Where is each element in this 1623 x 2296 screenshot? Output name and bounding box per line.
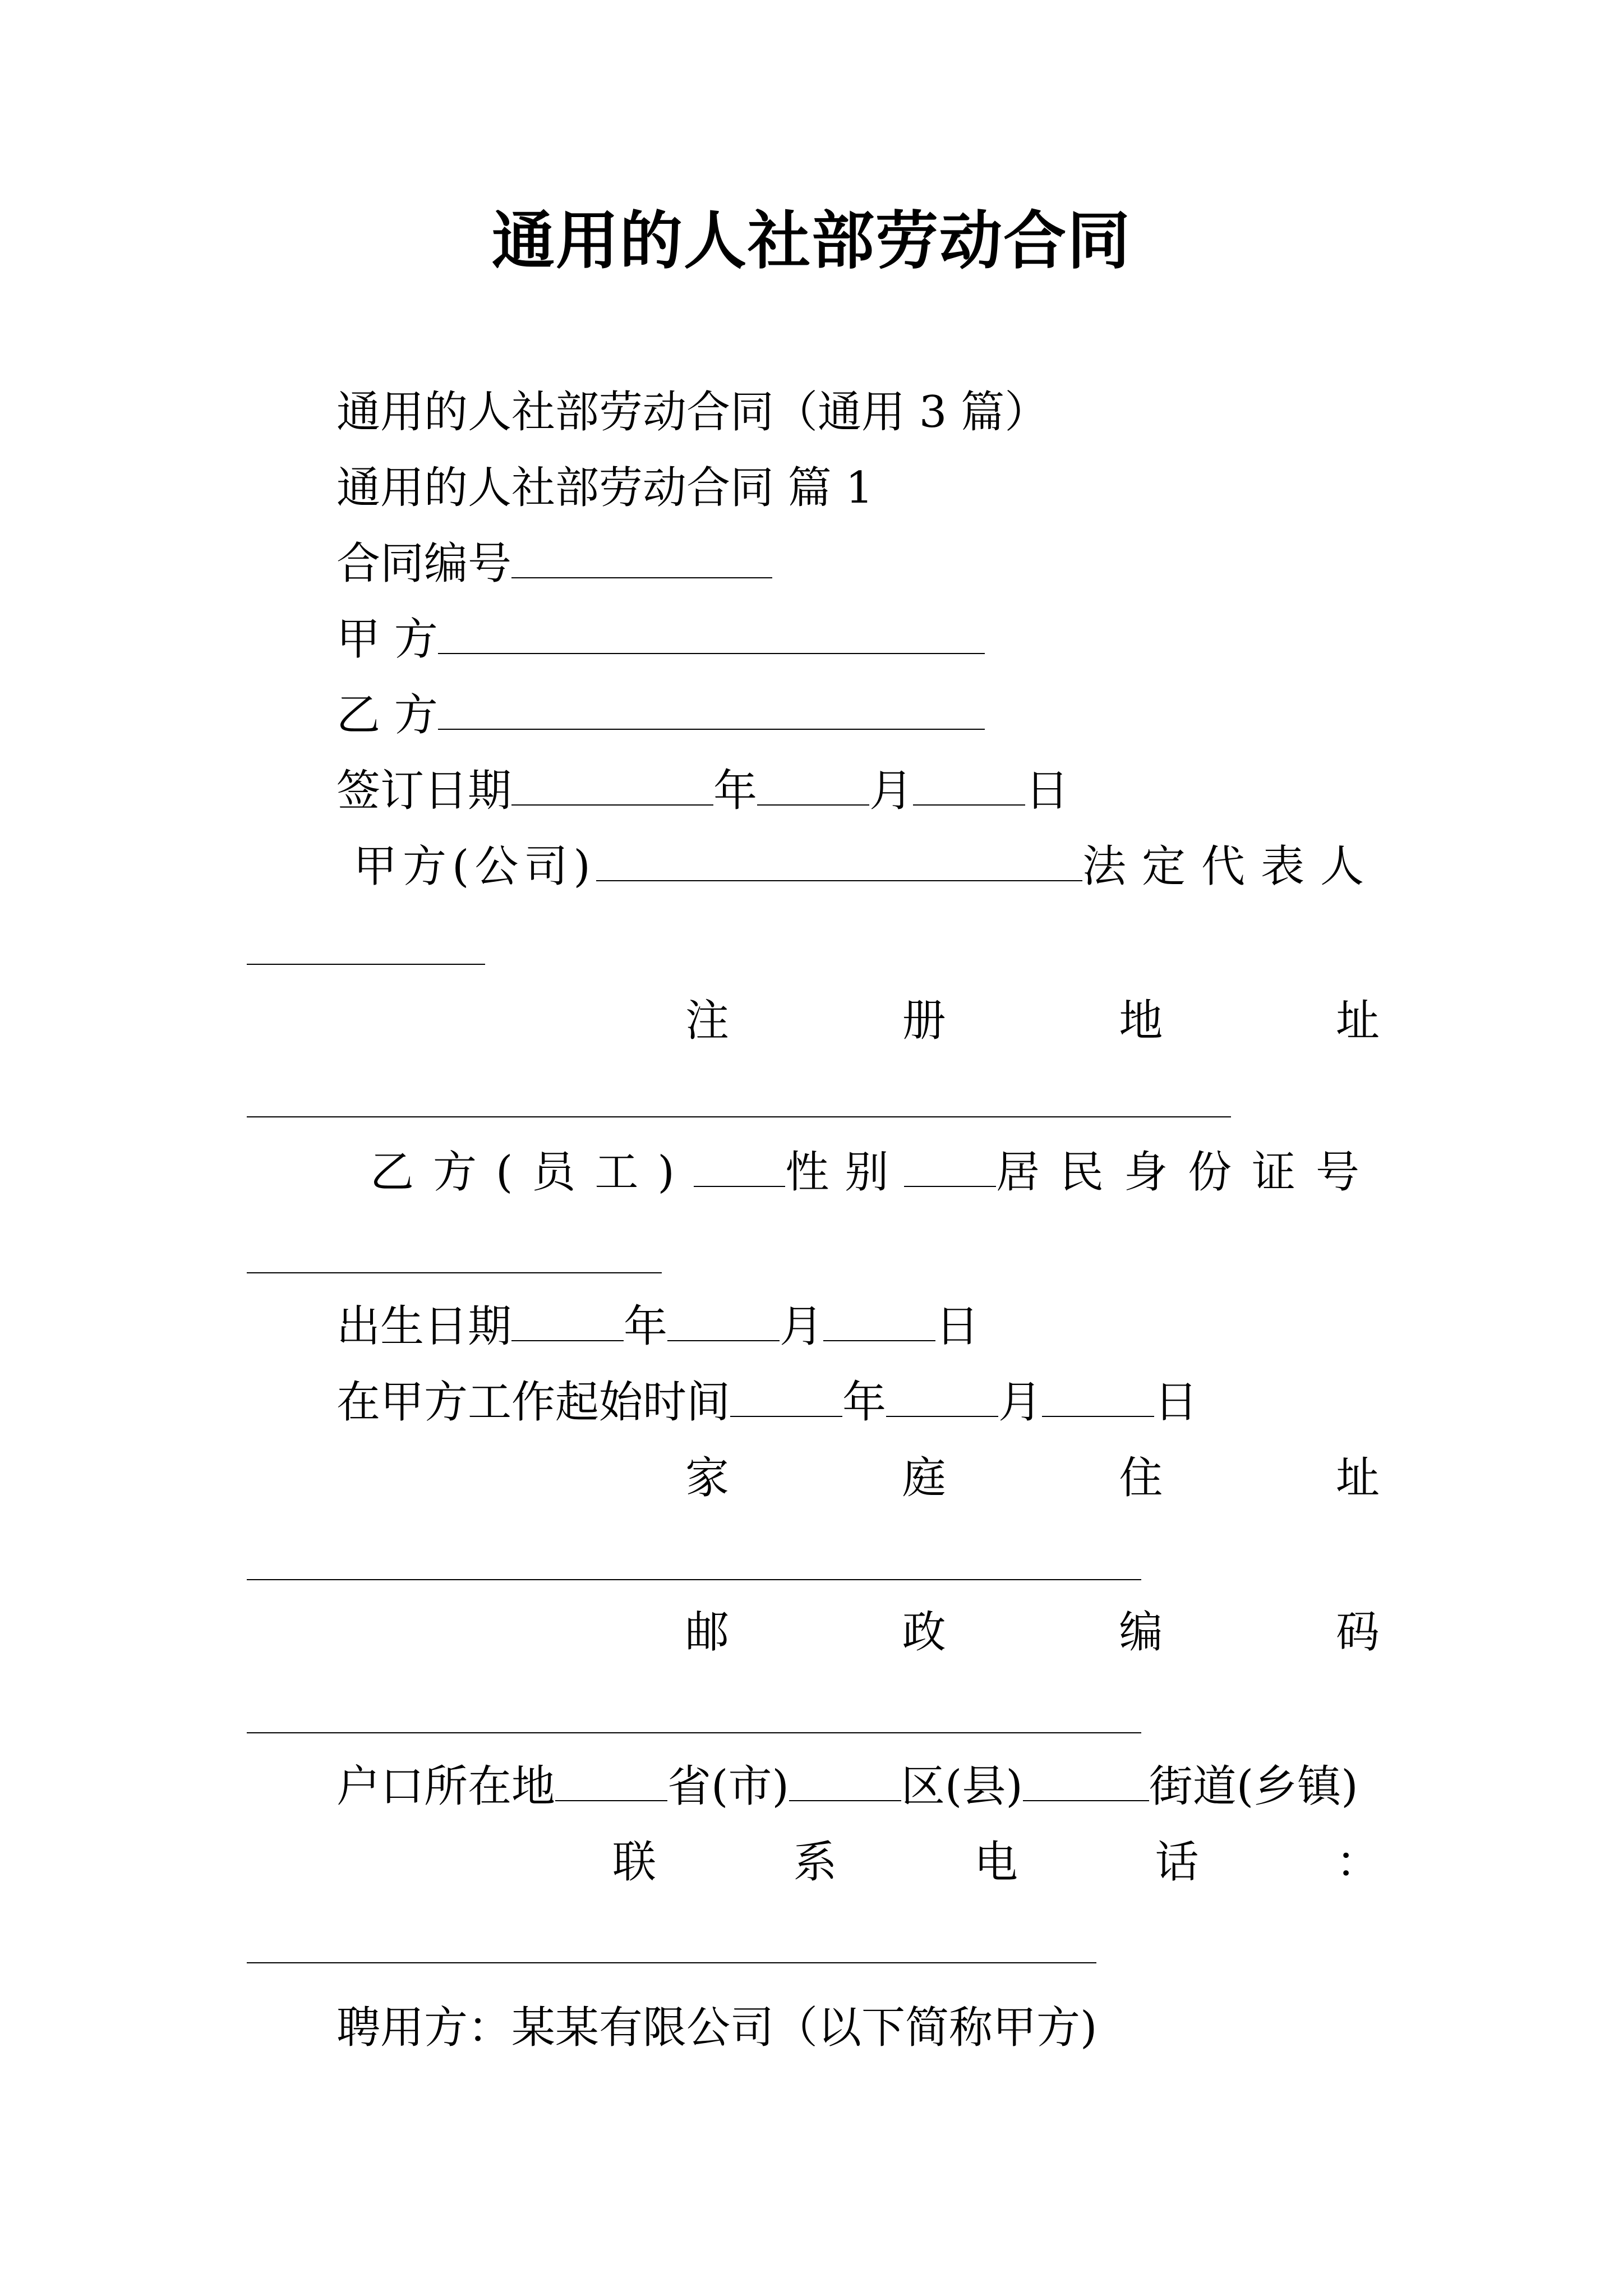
id-number-blank[interactable]: [247, 1272, 662, 1273]
day-label: 日: [935, 1301, 980, 1352]
legal-rep-label: 法定代表人: [1082, 841, 1380, 892]
district-blank[interactable]: [789, 1756, 901, 1801]
month-label: 月: [780, 1301, 824, 1352]
postal-code-char: 政: [902, 1607, 946, 1658]
company-row: [353, 836, 1380, 898]
employer-line: 聘用方：某某有限公司（以下简称甲方): [336, 2003, 1098, 2053]
birth-date-label: 出生日期: [336, 1301, 512, 1352]
legal-rep-blank[interactable]: [247, 964, 485, 965]
registered-address-label: [685, 990, 1380, 1052]
month-label: 月: [998, 1377, 1043, 1428]
company-label: 甲方(公司): [353, 841, 596, 892]
employee-label: 乙方(员工): [370, 1147, 694, 1198]
home-address-char: 址: [1335, 1453, 1380, 1503]
work-start-label: 在甲方工作起始时间: [336, 1377, 731, 1428]
party-a-label: 甲 方: [336, 614, 438, 665]
party-a-row: [336, 609, 985, 670]
home-address-char: 庭: [902, 1453, 946, 1503]
sign-day-blank[interactable]: [913, 761, 1025, 806]
document-subtitle: 通用的人社部劳动合同（通用 3 篇）: [336, 387, 1049, 438]
postal-code-blank[interactable]: [247, 1732, 1141, 1733]
home-address-char: 家: [685, 1453, 730, 1503]
party-a-blank[interactable]: [438, 609, 985, 654]
sign-year-blank[interactable]: [511, 761, 713, 806]
party-b-label: 乙 方: [336, 690, 438, 740]
registered-address-blank[interactable]: [247, 1116, 1231, 1117]
birth-date-row: [336, 1296, 979, 1358]
company-blank[interactable]: [596, 836, 1082, 881]
birth-day-blank[interactable]: [823, 1296, 935, 1341]
employee-row: [370, 1142, 1380, 1203]
phone-char: 电: [974, 1837, 1018, 1888]
phone-label: [612, 1832, 1380, 1893]
province-blank[interactable]: [555, 1756, 667, 1801]
street-label: 街道(乡镇): [1149, 1761, 1358, 1812]
work-month-blank[interactable]: [886, 1372, 998, 1417]
month-label: 月: [869, 766, 914, 816]
part-heading: 通用的人社部劳动合同 篇 1: [336, 463, 874, 513]
postal-code-char: 编: [1119, 1607, 1163, 1658]
year-label: 年: [624, 1301, 668, 1352]
birth-year-blank[interactable]: [511, 1296, 624, 1341]
work-year-blank[interactable]: [730, 1372, 842, 1417]
phone-char: ：: [1335, 1837, 1380, 1888]
district-label: 区(县): [901, 1761, 1023, 1812]
home-address-char: 住: [1119, 1453, 1163, 1503]
hukou-row: [336, 1756, 1358, 1818]
year-label: 年: [842, 1377, 887, 1428]
contract-number-row: [336, 533, 772, 595]
postal-code-char: 码: [1335, 1607, 1380, 1658]
day-label: 日: [1154, 1377, 1198, 1428]
reg-address-char: 册: [902, 996, 946, 1046]
work-start-row: [336, 1372, 1198, 1433]
phone-blank[interactable]: [247, 1962, 1096, 1963]
birth-month-blank[interactable]: [667, 1296, 780, 1341]
home-address-label: [685, 1447, 1380, 1509]
contract-number-blank[interactable]: [511, 533, 772, 578]
page-title: 通用的人社部劳动合同: [492, 204, 1131, 278]
contract-number-label: 合同编号: [336, 539, 512, 589]
gender-label: 性别: [785, 1147, 905, 1198]
reg-address-char: 注: [685, 996, 730, 1046]
sign-date-row: [336, 760, 1069, 822]
postal-code-char: 邮: [685, 1607, 730, 1658]
phone-char: 联: [612, 1837, 657, 1888]
reg-address-char: 地: [1119, 996, 1163, 1046]
gender-blank[interactable]: [904, 1142, 996, 1187]
street-blank[interactable]: [1023, 1756, 1149, 1801]
hukou-label: 户口所在地: [336, 1761, 556, 1812]
id-number-label: 居民身份证号: [995, 1147, 1380, 1198]
reg-address-char: 址: [1335, 996, 1380, 1046]
party-b-row: [336, 684, 985, 746]
day-label: 日: [1025, 766, 1069, 816]
employee-name-blank[interactable]: [694, 1142, 786, 1187]
phone-char: 话: [1155, 1837, 1199, 1888]
sign-date-label: 签订日期: [336, 766, 512, 816]
party-b-blank[interactable]: [438, 685, 985, 730]
work-day-blank[interactable]: [1042, 1372, 1154, 1417]
postal-code-label: [685, 1602, 1380, 1663]
sign-month-blank[interactable]: [757, 761, 869, 806]
province-label: 省(市): [667, 1761, 789, 1812]
year-label: 年: [713, 766, 758, 816]
home-address-blank[interactable]: [247, 1579, 1141, 1580]
phone-char: 系: [793, 1837, 837, 1888]
